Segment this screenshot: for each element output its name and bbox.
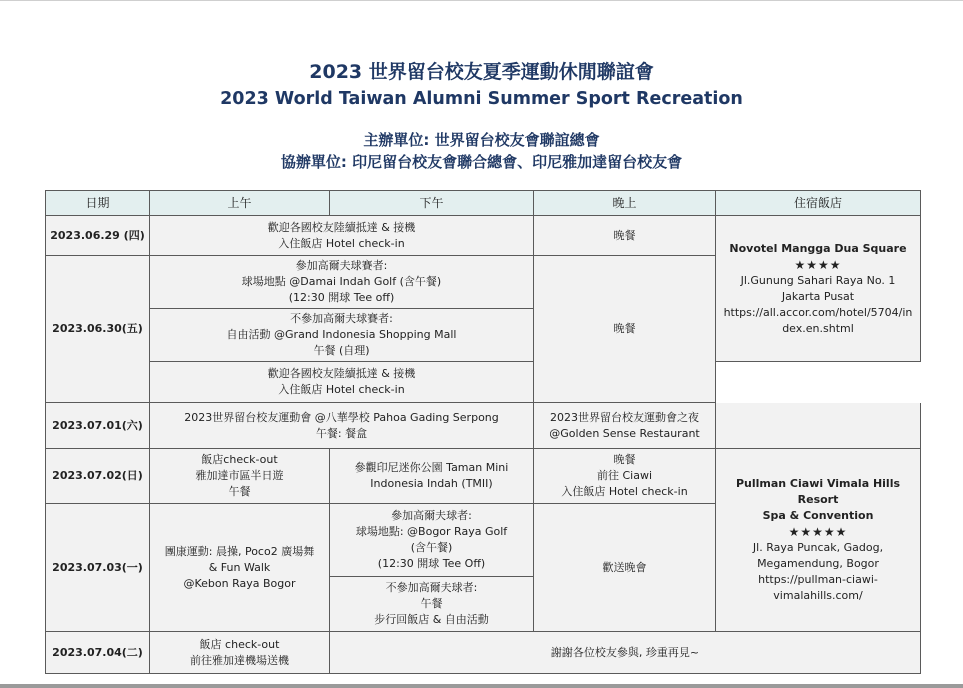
title-english: 2023 World Taiwan Alumni Summer Sport Recreation bbox=[220, 89, 743, 109]
activity-line: 前往 Ciawi bbox=[596, 469, 653, 482]
hotel-address-line: Jl.Gunung Sahari Raya No. 1 bbox=[740, 273, 896, 287]
activity-line: 歡迎各國校友陸續抵達 & 接機 bbox=[267, 367, 416, 380]
page-top-border bbox=[0, 0, 963, 1]
activity-line: 歡迎各國校友陸續抵達 & 接機 bbox=[267, 220, 416, 234]
day-activity-cell bbox=[150, 216, 534, 256]
hotel-url-line: dex.en.shtml bbox=[782, 321, 854, 335]
welcome-activity-cell bbox=[150, 362, 534, 403]
activity-line: 飯店 check-out bbox=[199, 637, 280, 651]
evening-cell bbox=[534, 403, 716, 449]
day-activity-cell bbox=[150, 403, 534, 449]
hotel-address-line: Megamendung, Bogor bbox=[757, 557, 879, 570]
morning-cell bbox=[150, 632, 330, 674]
activity-line: 參觀印尼迷你公園 Taman Mini bbox=[354, 461, 509, 474]
golf-activity-cell bbox=[330, 504, 534, 577]
table-row bbox=[46, 403, 921, 449]
table-row bbox=[46, 216, 921, 256]
activity-line: 步行回飯店 & 自由活動 bbox=[374, 613, 489, 626]
title-chinese: 2023 世界留台校友夏季運動休閒聯誼會 bbox=[309, 61, 654, 83]
activity-line: 2023世界留台校友運動會 @八華學校 Pahoa Gading Serpong bbox=[184, 410, 499, 424]
table-row bbox=[46, 449, 921, 504]
closing-message-cell: 謝謝各位校友參與, 珍重再見~ bbox=[330, 632, 921, 674]
morning-cell bbox=[150, 504, 330, 632]
date-cell: 2023.06.29 (四) bbox=[46, 216, 150, 256]
table-row bbox=[46, 362, 921, 403]
schedule-table bbox=[45, 190, 921, 674]
non-golf-activity-cell bbox=[330, 577, 534, 632]
hotel-name: Pullman Ciawi Vimala Hills Resort bbox=[735, 477, 901, 506]
activity-line: 午餐 (自理) bbox=[313, 344, 370, 357]
activity-line: 球場地點 @Damai Indah Golf (含午餐) bbox=[241, 275, 442, 288]
activity-line: 球場地點: @Bogor Raya Golf bbox=[355, 525, 508, 538]
date-cell: 2023.07.01(六) bbox=[46, 403, 150, 449]
hotel-star-rating: ★★★★★ bbox=[788, 525, 848, 539]
hotel-star-rating: ★★★★ bbox=[794, 257, 842, 272]
activity-heading: 參加高爾夫球賽者: bbox=[295, 259, 388, 272]
header-date: 日期 bbox=[46, 191, 150, 216]
evening-cell bbox=[534, 449, 716, 504]
activity-line: 2023世界留台校友運動會之夜 bbox=[550, 410, 699, 424]
afternoon-cell bbox=[330, 449, 534, 504]
co-organizer-line: 協辦單位: 印尼留台校友會聯合總會、印尼雅加達留台校友會 bbox=[280, 153, 683, 171]
date-cell: 2023.07.03(一) bbox=[46, 504, 150, 632]
activity-line: 午餐 bbox=[228, 485, 251, 498]
page-bottom-border bbox=[0, 684, 963, 688]
activity-line: 午餐: 餐盒 bbox=[315, 426, 368, 440]
date-cell: 2023.07.04(二) bbox=[46, 632, 150, 674]
activity-line: 入住飯店 Hotel check-in bbox=[278, 383, 405, 396]
activity-line: (12:30 開球 Tee off) bbox=[288, 291, 395, 304]
activity-line: 晚餐 bbox=[613, 453, 636, 466]
hotel-cell-novotel bbox=[716, 216, 921, 362]
hotel-cell-empty bbox=[716, 403, 921, 449]
activity-heading: 不參加高爾夫球者: bbox=[385, 581, 478, 594]
table-header-row bbox=[46, 191, 921, 216]
header-morning: 上午 bbox=[150, 191, 330, 216]
activity-line: 前往雅加達機場送機 bbox=[190, 653, 289, 667]
activity-heading: 不參加高爾夫球賽者: bbox=[290, 312, 393, 325]
hotel-url-line: https://all.accor.com/hotel/5704/in bbox=[723, 305, 913, 319]
morning-cell bbox=[150, 449, 330, 504]
activity-line: @Kebon Raya Bogor bbox=[183, 576, 296, 590]
activity-line: (12:30 開球 Tee Off) bbox=[377, 557, 486, 570]
hotel-name: Spa & Convention bbox=[762, 509, 874, 522]
activity-line: 飯店check-out bbox=[201, 453, 278, 466]
activity-line: (含午餐) bbox=[410, 541, 453, 554]
table-row bbox=[46, 632, 921, 674]
activity-line: 自由活動 @Grand Indonesia Shopping Mall bbox=[226, 328, 457, 341]
golf-activity-cell bbox=[150, 256, 534, 309]
activity-line: @Golden Sense Restaurant bbox=[549, 426, 700, 440]
hotel-url-line: https://pullman-ciawi- bbox=[758, 573, 878, 586]
activity-line: 入住飯店 Hotel check-in bbox=[278, 236, 405, 250]
activity-line: 入住飯店 Hotel check-in bbox=[561, 485, 688, 498]
evening-cell: 晚餐 bbox=[534, 216, 716, 256]
organizer-line: 主辦單位: 世界留台校友會聯誼總會 bbox=[363, 131, 600, 149]
date-cell: 2023.07.02(日) bbox=[46, 449, 150, 504]
activity-line: 雅加達市區半日遊 bbox=[195, 469, 284, 482]
hotel-cell-pullman bbox=[716, 449, 921, 632]
evening-cell: 歡送晚會 bbox=[534, 504, 716, 632]
activity-line: 團康運動: 晨操, Poco2 廣場舞 bbox=[164, 544, 315, 558]
activity-line: 午餐 bbox=[420, 597, 443, 610]
activity-line: & Fun Walk bbox=[208, 560, 271, 574]
header-hotel: 住宿飯店 bbox=[716, 191, 921, 216]
hotel-address-line: Jakarta Pusat bbox=[781, 289, 855, 303]
hotel-address-line: Jl. Raya Puncak, Gadog, bbox=[752, 541, 884, 554]
non-golf-activity-cell bbox=[150, 309, 534, 362]
header-afternoon: 下午 bbox=[330, 191, 534, 216]
evening-cell: 晚餐 bbox=[534, 256, 716, 403]
hotel-url-line: vimalahills.com/ bbox=[773, 589, 863, 602]
hotel-name: Novotel Mangga Dua Square bbox=[729, 241, 907, 255]
date-cell: 2023.06.30(五) bbox=[46, 256, 150, 403]
activity-heading: 參加高爾夫球者: bbox=[391, 509, 472, 522]
header-evening: 晚上 bbox=[534, 191, 716, 216]
activity-line: Indonesia Indah (TMII) bbox=[370, 477, 493, 490]
